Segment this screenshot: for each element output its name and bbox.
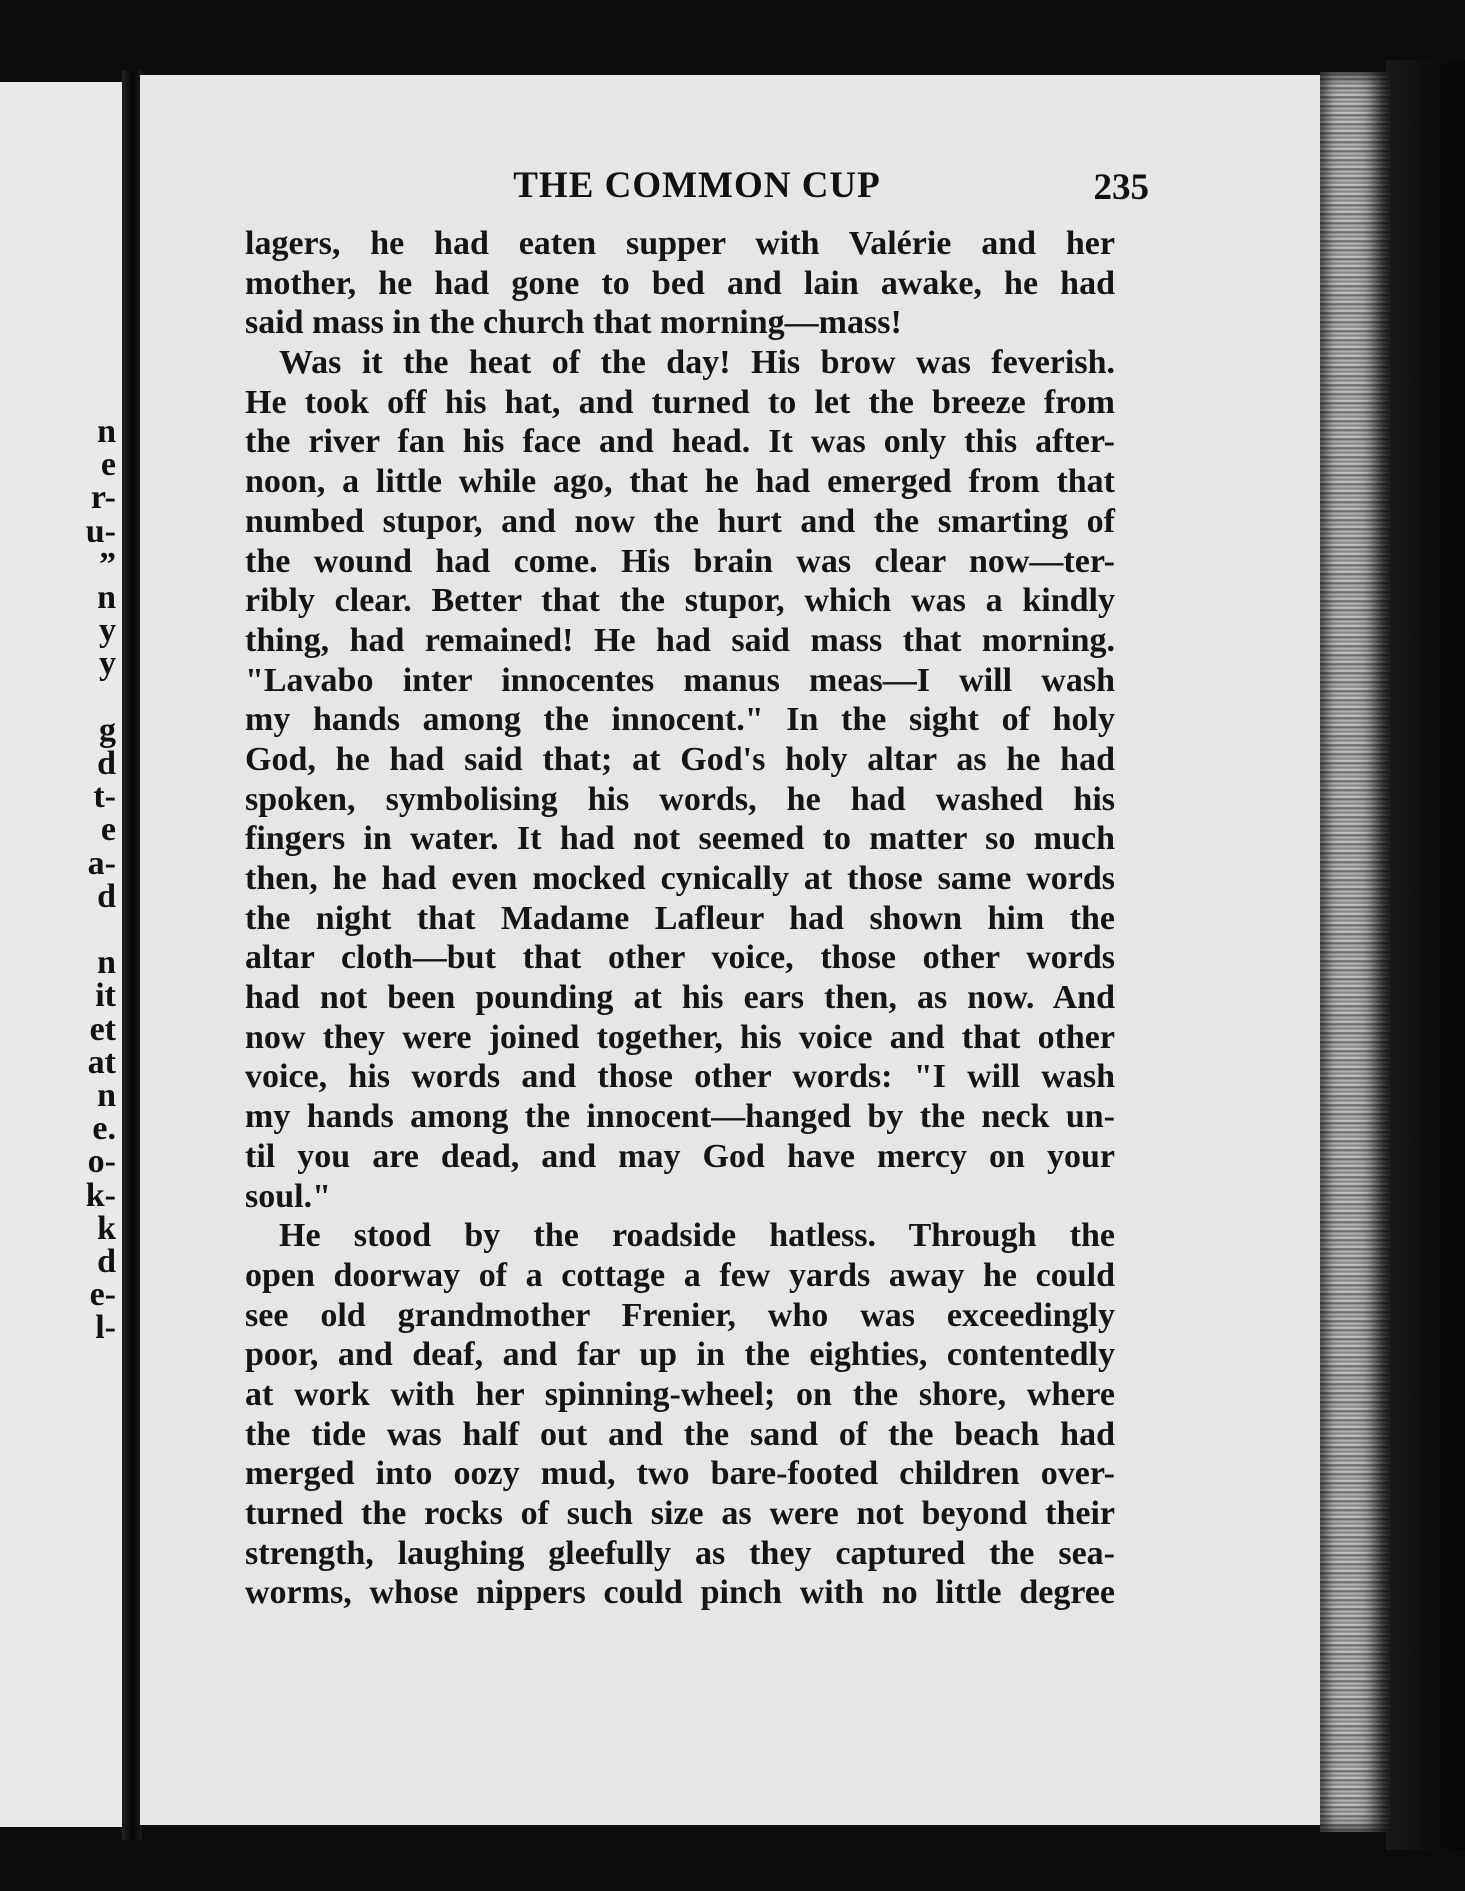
text-line: fingers in water. It had not seemed to matter so much — [245, 820, 1115, 858]
text-line: worms, whose nippers could pinch with no little degree — [245, 1574, 1115, 1612]
text-line: noon, a little while ago, that he had emerged from that — [245, 463, 1115, 501]
text-line: the river fan his face and head. It was only this after- — [245, 423, 1115, 461]
text-line: open doorway of a cottage a few yards away he could — [245, 1256, 1115, 1294]
left-page-fragment: at — [87, 1043, 116, 1081]
text-line: turned the rocks of such size as were not beyond their — [245, 1495, 1115, 1532]
left-page-fragment: r- — [90, 479, 116, 517]
text-line: altar cloth—but that other voice, those other words — [245, 939, 1115, 977]
book-gutter — [122, 70, 142, 1840]
text-line: mother, he had gone to bed and lain awake, he had — [245, 264, 1115, 302]
text-line: God, he had said that; at God's holy altar as he had — [245, 740, 1115, 778]
text-line: He took off his hat, and turned to let the breeze from — [245, 383, 1115, 421]
text-line: voice, his words and those other words: "I will wash — [245, 1058, 1115, 1096]
left-page-fragment: e. — [92, 1110, 116, 1148]
text-line: Was it the heat of the day! His brow was feverish. — [279, 344, 1115, 382]
text-line: numbed stupor, and now the hurt and the smarting of — [245, 502, 1115, 540]
left-page-fragment: it — [95, 977, 116, 1015]
text-line: my hands among the innocent." In the sight of holy — [245, 701, 1115, 739]
left-page-fragment: d — [97, 877, 116, 915]
body-text — [245, 224, 1115, 1613]
text-line: the wound had come. His brain was clear now—ter- — [245, 542, 1115, 580]
text-line: the night that Madame Lafleur had shown him the — [245, 899, 1115, 937]
text-line: "Lavabo inter innocentes manus meas—I will wash — [245, 661, 1115, 699]
left-page-fragment: n — [97, 413, 116, 450]
text-line: soul." — [245, 1177, 331, 1215]
text-line: now they were joined together, his voice and that other — [245, 1018, 1115, 1056]
left-page-fragment: n — [97, 944, 116, 982]
running-title: THE COMMON CUP — [513, 165, 881, 206]
left-page-fragment: y — [99, 612, 116, 650]
left-page-fragment: d — [97, 745, 116, 782]
left-page-fragment: t- — [93, 778, 116, 816]
text-line: said mass in the church that morning—mass! — [245, 304, 902, 342]
page-number: 235 — [1093, 167, 1149, 208]
left-page-fragment: k — [97, 1209, 116, 1247]
left-page-fragment: n — [97, 1077, 116, 1114]
left-page-fragment: l- — [95, 1309, 116, 1347]
text-line: had not been pounding at his ears then, as now. And — [245, 979, 1115, 1017]
left-page-fragment: ” — [99, 545, 116, 583]
text-line: thing, had remained! He had said mass that morning. — [245, 621, 1115, 659]
text-line: at work with her spinning-wheel; on the shore, where — [245, 1375, 1115, 1413]
left-page-fragment: y — [99, 645, 116, 683]
text-line: spoken, symbolising his words, he had washed his — [245, 780, 1115, 818]
left-page-fragment: n — [97, 579, 116, 616]
page-edges — [1320, 72, 1390, 1832]
text-line: He stood by the roadside hatless. Through the — [279, 1217, 1115, 1255]
running-header — [245, 164, 1149, 214]
left-page-fragment: a- — [87, 844, 116, 882]
text-line: the tide was half out and the sand of the beach had — [245, 1415, 1115, 1453]
left-page-fragment: g — [99, 711, 116, 749]
text-line: strength, laughing gleefully as they captured the sea- — [245, 1534, 1115, 1572]
left-page-fragment: et — [89, 1010, 116, 1048]
left-page-fragment: u- — [85, 512, 116, 550]
text-line: poor, and deaf, and far up in the eighties, contentedly — [245, 1336, 1115, 1374]
text-line: lagers, he had eaten supper with Valérie and her — [245, 225, 1115, 262]
text-line: merged into oozy mud, two bare-footed children over- — [245, 1455, 1115, 1493]
left-page-fragment: e — [100, 446, 116, 484]
text-line: then, he had even mocked cynically at those same words — [245, 860, 1115, 897]
text-line: til you are dead, and may God have mercy on your — [245, 1137, 1115, 1175]
left-page-fragment: o- — [87, 1143, 116, 1181]
left-page-fragment: e — [100, 811, 116, 849]
left-page-fragment: d — [97, 1243, 116, 1280]
left-page-fragment: e- — [89, 1276, 116, 1314]
text-line: my hands among the innocent—hanged by the neck un- — [245, 1098, 1115, 1136]
text-line: ribly clear. Better that the stupor, which was a kindly — [245, 582, 1115, 620]
left-facing-page — [0, 82, 122, 1827]
book-edge-shadow — [1386, 60, 1465, 1850]
text-line: see old grandmother Frenier, who was exceedingly — [245, 1296, 1115, 1334]
left-page-fragment: k- — [85, 1176, 116, 1214]
